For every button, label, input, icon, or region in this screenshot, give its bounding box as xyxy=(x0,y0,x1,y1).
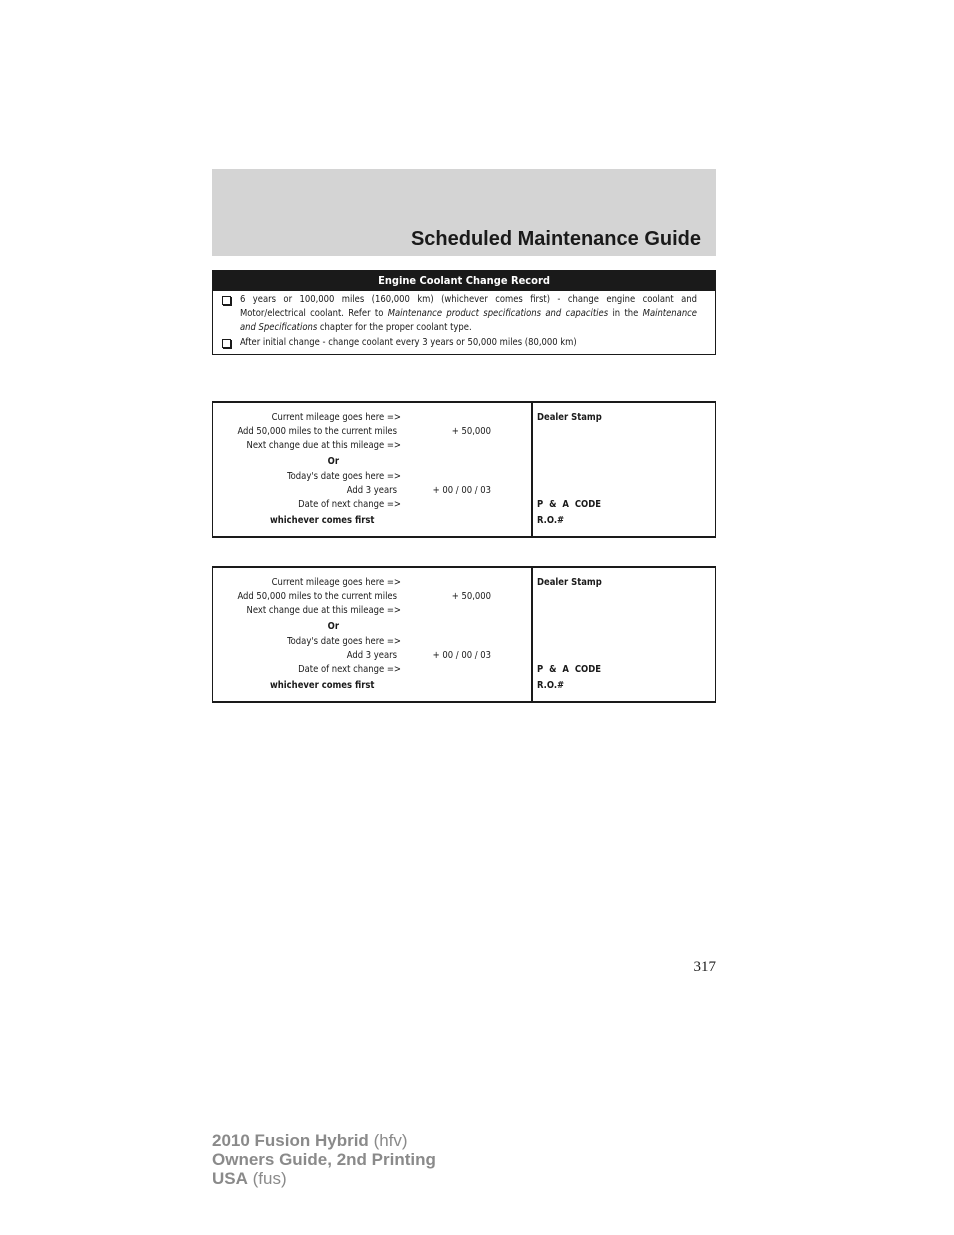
next-date-label: Date of next change => xyxy=(298,664,401,675)
add-miles-value: + 50,000 xyxy=(451,426,491,437)
ro-label: R.O.# xyxy=(537,515,565,526)
document-footer xyxy=(212,1131,436,1188)
add-years-value: + 00 / 00 / 03 xyxy=(432,485,491,496)
coolant-item-1-text: 6 years or 100,000 miles (160,000 km) (whichever comes first) - change engine coolant and Motor/electrical coolant. Refer to Maintenance product specifications and capacities in the Maintenance and Specifications chapter for the proper coolant type. xyxy=(240,294,697,333)
ro-label: R.O.# xyxy=(537,680,565,691)
todays-date-label: Today's date goes here => xyxy=(287,636,401,647)
coolant-record-title: Engine Coolant Change Record xyxy=(213,271,715,291)
coolant-item-2-text: After initial change - change coolant every 3 years or 50,000 miles (80,000 km) xyxy=(240,337,577,348)
add-years-value: + 00 / 00 / 03 xyxy=(432,650,491,661)
column-divider xyxy=(531,566,533,703)
page-number: 317 xyxy=(693,959,716,975)
pa-code-label: P & A CODE xyxy=(537,499,601,510)
footer-line-3: USA (fus) xyxy=(212,1169,287,1188)
or-label: Or xyxy=(327,456,339,467)
checkbox-icon xyxy=(222,296,231,305)
footer-line-1: 2010 Fusion Hybrid (hfv) xyxy=(212,1131,408,1150)
section-header-band xyxy=(212,169,716,256)
todays-date-label: Today's date goes here => xyxy=(287,471,401,482)
add-miles-label: Add 50,000 miles to the current miles xyxy=(237,426,397,437)
add-miles-label: Add 50,000 miles to the current miles xyxy=(237,591,397,602)
dealer-stamp-label: Dealer Stamp xyxy=(537,412,602,423)
whichever-label: whichever comes first xyxy=(270,515,375,526)
column-divider xyxy=(531,401,533,538)
current-mileage-label: Current mileage goes here => xyxy=(271,412,401,423)
coolant-record-form-2 xyxy=(212,566,716,703)
add-years-label: Add 3 years xyxy=(346,650,397,661)
next-date-label: Date of next change => xyxy=(298,499,401,510)
coolant-change-record-box xyxy=(212,270,716,355)
footer-line-2: Owners Guide, 2nd Printing xyxy=(212,1150,436,1169)
pa-code-label: P & A CODE xyxy=(537,664,601,675)
section-title: Scheduled Maintenance Guide xyxy=(410,228,701,250)
add-years-label: Add 3 years xyxy=(346,485,397,496)
or-label: Or xyxy=(327,621,339,632)
checkbox-icon xyxy=(222,339,231,348)
dealer-stamp-label: Dealer Stamp xyxy=(537,577,602,588)
coolant-record-form-1 xyxy=(212,401,716,538)
add-miles-value: + 50,000 xyxy=(451,591,491,602)
whichever-label: whichever comes first xyxy=(270,680,375,691)
next-mileage-label: Next change due at this mileage => xyxy=(246,605,401,616)
current-mileage-label: Current mileage goes here => xyxy=(271,577,401,588)
next-mileage-label: Next change due at this mileage => xyxy=(246,440,401,451)
